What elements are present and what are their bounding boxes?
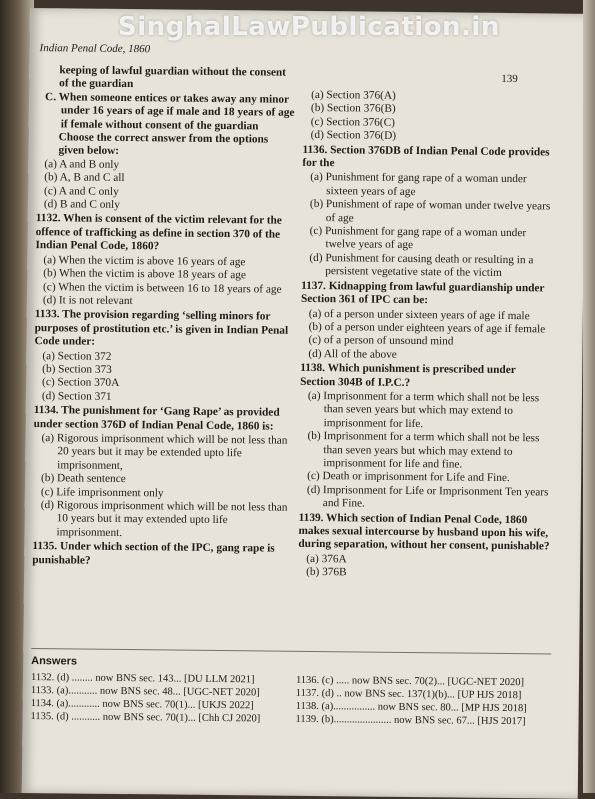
q1134-option-c: (c) Life imprisonment only bbox=[40, 485, 164, 500]
q1132-question: 1132. When is consent of the victim relevant for the offence of trafficking as define in section 370 of the Indian Penal Code, 1860? bbox=[35, 212, 282, 253]
left-column bbox=[32, 64, 295, 571]
page-number: 139 bbox=[501, 72, 518, 86]
q1135-question: 1135. Under which section of the IPC, gang rape is punishable? bbox=[32, 540, 275, 567]
answers-title: Answers bbox=[31, 655, 78, 668]
q1138-option-b: (b) Imprisonment for a term which shall not be less than seven years but which may extend to imprisonment for life and fine. bbox=[307, 430, 540, 471]
q1131-option-a: (a) A and B only bbox=[44, 158, 120, 171]
q1137-option-c: (c) of a person of unsound mind bbox=[308, 334, 454, 348]
right-column bbox=[298, 89, 555, 582]
answer-line: 1137. (d) .. now BNS sec. 137(1)(b)... [UP HJS 2018] bbox=[295, 687, 522, 702]
q1133-question: 1133. The provision regarding ‘selling minors for purposes of prostitution etc.’ is given in Indian Penal Code under: bbox=[34, 308, 289, 348]
q1131-continuation: keeping of lawful guardian without the consent of the guardian bbox=[59, 64, 286, 91]
q1136-question: 1136. Section 376DB of Indian Penal Code provides for the bbox=[302, 143, 550, 170]
q1133-option-c: (c) Section 370A bbox=[42, 376, 120, 390]
q1131-statement-c: C. When someone entices or takes away any minor under 16 years of age if male and 18 years of age if female without consent of the guardian bbox=[45, 90, 295, 133]
q1139-option-a: (a) 376A bbox=[306, 552, 347, 566]
q1132-option-c: (c) When the victim is between 16 to 18 years of age bbox=[43, 280, 282, 296]
q1137-option-b: (b) of a person under eighteen years of age if female bbox=[308, 320, 546, 336]
q1139-question: 1139. Which section of Indian Penal Code, 1860 makes sexual intercourse by husband upon his wife, during separation, without her consent, punishable? bbox=[298, 511, 550, 553]
q1134-option-a: (a) Rigorous imprisonment which will be not less than 20 years but it may be extended upto life imprisonment, bbox=[41, 432, 288, 472]
q1136-option-c: (c) Punishment for gang rape of a woman under twelve years of age bbox=[309, 225, 527, 252]
q1136-option-b: (b) Punishment of rape of woman under twelve years of age bbox=[309, 198, 551, 225]
q1131-prompt: Choose the correct answer from the options given below: bbox=[58, 131, 269, 158]
q1132-option-b: (b) When the victim is above 18 years of age bbox=[43, 267, 247, 282]
q1137-option-d: (d) All of the above bbox=[308, 347, 397, 361]
q1138-option-a: (a) Imprisonment for a term which shall not be less than seven years but which may extend to imprisonment for life. bbox=[307, 389, 540, 430]
q1138-option-d: (d) Imprisonment for Life or Imprisonment Ten years and Fine. bbox=[306, 483, 549, 510]
q1131-option-c: (c) A and C only bbox=[44, 184, 119, 198]
q1134-question: 1134. The punishment for ‘Gang Rape’ as provided under section 376D of Indian Penal Code, 1860 is: bbox=[33, 404, 280, 433]
q1135-option-b: (b) Section 376(B) bbox=[310, 102, 396, 116]
answers-section bbox=[31, 648, 552, 728]
q1133-option-b: (b) Section 373 bbox=[42, 363, 112, 376]
q1133-option-a: (a) Section 372 bbox=[42, 349, 112, 363]
answer-line: 1136. (c) ..... now BNS sec. 70(2)... [UGC-NET 2020] bbox=[295, 674, 525, 689]
answer-line: 1134. (a)............ now BNS sec. 70(1)... [UKJS 2022] bbox=[30, 698, 254, 712]
q1138-question: 1138. Which punishment is prescribed under Section 304B of I.P.C.? bbox=[300, 361, 516, 389]
answers-right-column bbox=[295, 674, 551, 729]
q1138-option-c: (c) Death or imprisonment for Life and Fine. bbox=[307, 470, 510, 485]
q1131-option-b: (b) A, B and C all bbox=[44, 171, 125, 185]
running-head: Indian Penal Code, 1860 bbox=[39, 42, 151, 56]
q1136-option-d: (d) Punishment for causing death or resulting in a persistent vegetative state of the victim bbox=[309, 251, 534, 280]
q1139-option-b: (b) 376B bbox=[306, 566, 347, 579]
q1137-option-a: (a) of a person under sixteen years of age if male bbox=[308, 307, 530, 322]
answer-line: 1135. (d) ........... now BNS sec. 70(1)... [Chh CJ 2020] bbox=[30, 711, 261, 725]
q1135-option-c: (c) Section 376(C) bbox=[310, 115, 395, 129]
page-stack-edge bbox=[583, 0, 595, 793]
q1131-option-d: (d) B and C only bbox=[43, 198, 120, 212]
q1133-option-d: (d) Section 371 bbox=[41, 389, 112, 403]
answer-line: 1133. (a)........... now BNS sec. 48... [UGC-NET 2020] bbox=[30, 685, 260, 699]
q1134-option-d: (d) Rigorous imprisonment which will be not less than 10 years but it may extended upto life imprisonment. bbox=[40, 499, 288, 539]
answers-left-column bbox=[31, 671, 287, 726]
answer-line: 1139. (b)...................... now BNS sec. 67... [HJS 2017] bbox=[295, 713, 526, 728]
q1135-option-a: (a) Section 376(A) bbox=[311, 88, 396, 102]
q1134-option-b: (b) Death sentence bbox=[41, 472, 126, 486]
q1137-question: 1137. Kidnapping from lawful guardianship under Section 361 of IPC can be: bbox=[300, 279, 545, 307]
watermark: SinghalLawPublication.in bbox=[118, 12, 500, 42]
answer-line: 1138. (a)................ now BNS sec. 80... [MP HJS 2018] bbox=[295, 700, 527, 715]
q1136-option-a: (a) Punishment for gang rape of a woman under sixteen years of age bbox=[310, 171, 527, 198]
book-page bbox=[22, 8, 586, 799]
answer-line: 1132. (d) ........ now BNS sec. 143... [DU LLM 2021] bbox=[30, 672, 255, 686]
q1132-option-d: (d) It is not relevant bbox=[42, 294, 133, 307]
q1135-option-d: (d) Section 376(D) bbox=[310, 129, 397, 143]
q1132-option-a: (a) When the victim is above 16 years of age bbox=[43, 253, 246, 268]
